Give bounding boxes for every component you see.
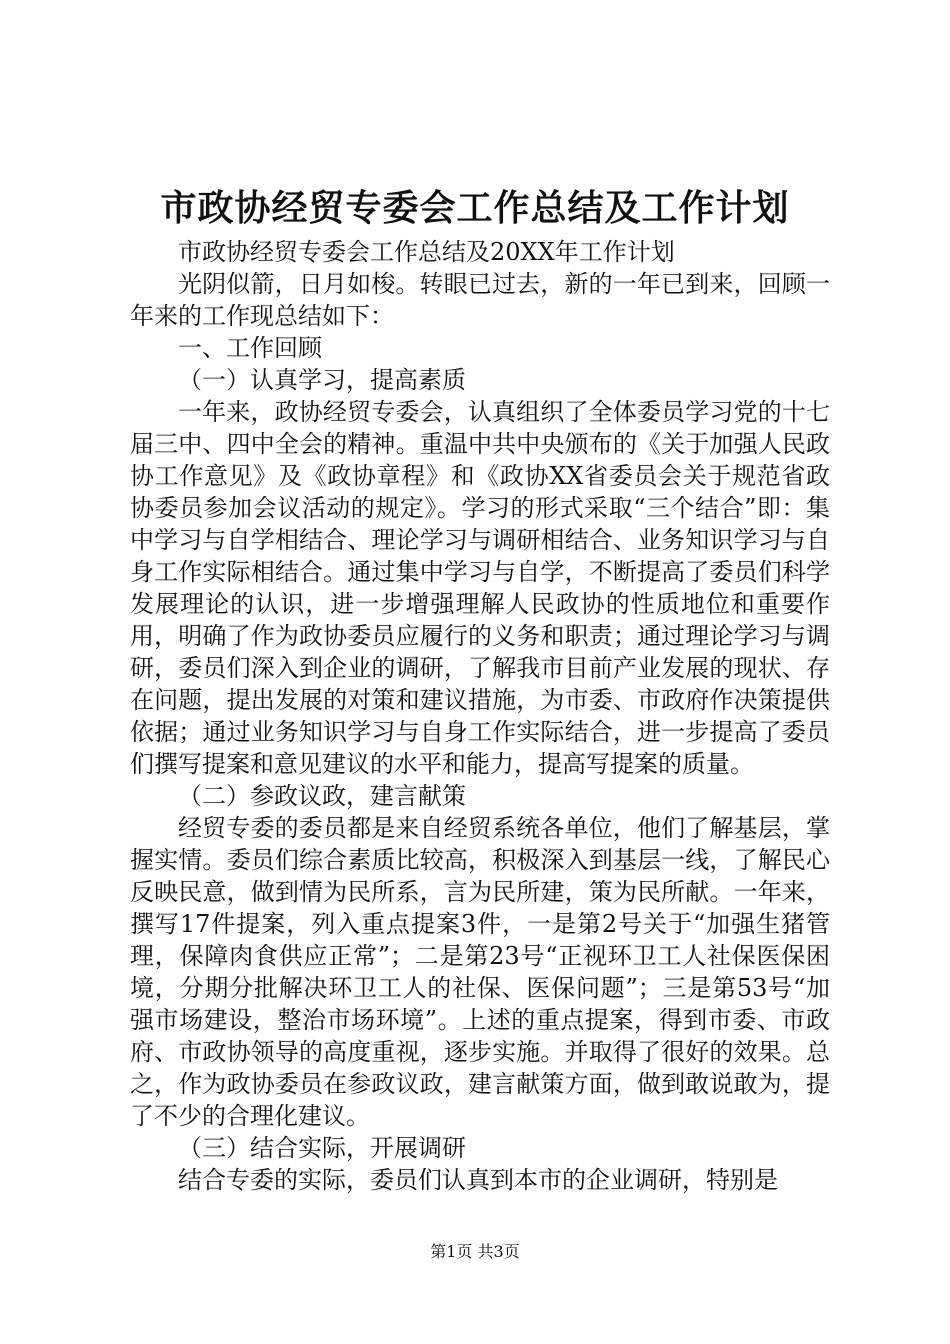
document-title: 市政协经贸专委会工作总结及工作计划	[160, 187, 790, 229]
body-paragraph-2: 经贸专委的委员都是来自经贸系统各单位，他们了解基层，掌握实情。委员们综合素质比较高，积极深入到基层一线，了解民心反映民意，做到情为民所系，言为民所建，策为民所献。一年来，撰写17件提案，列入重点提案3件，一是第2号关于“加强生猪管理，保障肉食供应正常”；二是第23号“正视环卫工人社保医保困境，分期分批解决环卫工人的社保、医保问题”；三是第53号“加强市场建设，整治市场环境”。上述的重点提案，得到市委、市政府、市政协领导的高度重视，逐步实施。并取得了很好的效果。总之，作为政协委员在参政议政，建言献策方面，做到敢说敢为，提了不少的合理化建议。	[130, 814, 830, 1130]
page-footer: 第1页 共3页	[430, 1242, 520, 1261]
subsection-heading-2: （二）参政议政，建言献策	[178, 782, 466, 810]
intro-paragraph: 光阴似箭，日月如梭。转眼已过去，新的一年已到来，回顾一年来的工作现总结如下：	[130, 270, 830, 330]
document-body	[130, 236, 830, 1196]
subtitle-paragraph: 市政协经贸专委会工作总结及20XX年工作计划	[178, 238, 675, 266]
subsection-heading-1: （一）认真学习，提高素质	[178, 366, 466, 394]
body-paragraph-1: 一年来，政协经贸专委会，认真组织了全体委员学习党的十七届三中、四中全会的精神。重温中共中央颁布的《关于加强人民政协工作意见》及《政协章程》和《政协XX省委员会关于规范省政协委员参加会议活动的规定》。学习的形式采取“三个结合”即：集中学习与自学相结合、理论学习与调研相结合、业务知识学习与自身工作实际相结合。通过集中学习与自学，不断提高了委员们科学发展理论的认识，进一步增强理解人民政协的性质地位和重要作用，明确了作为政协委员应履行的义务和职责；通过理论学习与调研，委员们深入到企业的调研，了解我市目前产业发展的现状、存在问题，提出发展的对策和建议措施，为市委、市政府作决策提供依据；通过业务知识学习与自身工作实际结合，进一步提高了委员们撰写提案和意见建议的水平和能力，提高写提案的质量。	[130, 398, 830, 778]
section-heading-review: 一、工作回顾	[178, 334, 322, 362]
subsection-heading-3: （三）结合实际，开展调研	[178, 1134, 466, 1162]
body-paragraph-3: 结合专委的实际，委员们认真到本市的企业调研，特别是	[178, 1166, 778, 1194]
